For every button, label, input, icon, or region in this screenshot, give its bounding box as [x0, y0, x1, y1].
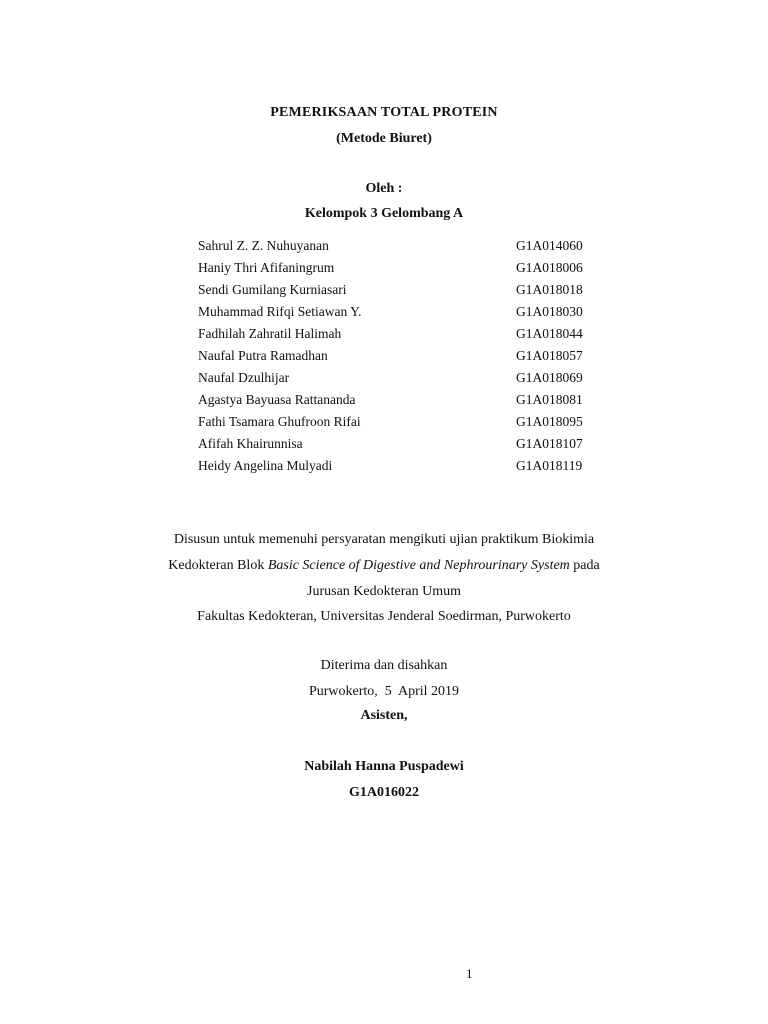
member-name: Afifah Khairunnisa: [198, 436, 303, 451]
member-nim: G1A018030: [516, 304, 583, 319]
member-name: Fathi Tsamara Ghufroon Rifai: [198, 414, 361, 429]
member-row: [198, 412, 618, 432]
assistant-nim: G1A016022: [349, 785, 419, 800]
member-name: Fadhilah Zahratil Halimah: [198, 326, 342, 341]
member-name: Naufal Putra Ramadhan: [198, 348, 328, 363]
member-name: Haniy Thri Afifaningrum: [198, 260, 335, 275]
member-row: [198, 258, 618, 278]
purpose-line-2-before: Kedokteran Blok: [168, 558, 268, 573]
member-name: Heidy Angelina Mulyadi: [198, 458, 333, 473]
member-nim: G1A018006: [516, 260, 583, 275]
purpose-line-3: Jurusan Kedokteran Umum: [307, 584, 461, 599]
member-row: [198, 324, 618, 344]
member-name: Naufal Dzulhijar: [198, 370, 290, 385]
member-nim: G1A018044: [516, 326, 583, 341]
member-name: Sahrul Z. Z. Nuhuyanan: [198, 238, 329, 253]
member-nim: G1A018081: [516, 392, 583, 407]
member-row: [198, 280, 618, 300]
member-name: Sendi Gumilang Kurniasari: [198, 282, 347, 297]
assistant-label: Asisten,: [360, 708, 408, 723]
member-nim: G1A018095: [516, 414, 583, 429]
purpose-line-2-after: pada: [569, 558, 600, 573]
member-row: [198, 302, 618, 322]
member-name: Muhammad Rifqi Setiawan Y.: [198, 304, 362, 319]
member-row: [198, 434, 618, 454]
approval-place-date: Purwokerto, 5 April 2019: [308, 684, 460, 699]
member-nim: G1A018069: [516, 370, 583, 385]
member-row: [198, 346, 618, 366]
purpose-line-1: Disusun untuk memenuhi persyaratan mengikuti ujian praktikum Biokimia: [173, 532, 595, 547]
member-row: [198, 368, 618, 388]
document-title: PEMERIKSAAN TOTAL PROTEIN: [270, 105, 498, 120]
document-subtitle: (Metode Biuret): [336, 131, 432, 146]
course-block-name: Basic Science of Digestive and Nephrourinary System: [267, 558, 570, 573]
member-nim: G1A018057: [516, 348, 583, 363]
purpose-line-4: Fakultas Kedokteran, Universitas Jenderal Soedirman, Purwokerto: [197, 609, 571, 624]
by-label: Oleh :: [365, 181, 403, 196]
approval-received: Diterima dan disahkan: [320, 658, 448, 673]
member-row: [198, 390, 618, 410]
member-nim: G1A018018: [516, 282, 583, 297]
member-name: Agastya Bayuasa Rattananda: [198, 392, 356, 407]
member-nim: G1A018107: [516, 436, 583, 451]
assistant-name: Nabilah Hanna Puspadewi: [304, 759, 464, 774]
member-nim: G1A014060: [516, 238, 583, 253]
member-nim: G1A018119: [516, 458, 583, 473]
group-label: Kelompok 3 Gelombang A: [304, 206, 464, 221]
purpose-line-2: [0, 557, 768, 575]
member-row: [198, 236, 618, 256]
page-number: 1: [466, 966, 473, 981]
member-row: [198, 456, 618, 476]
